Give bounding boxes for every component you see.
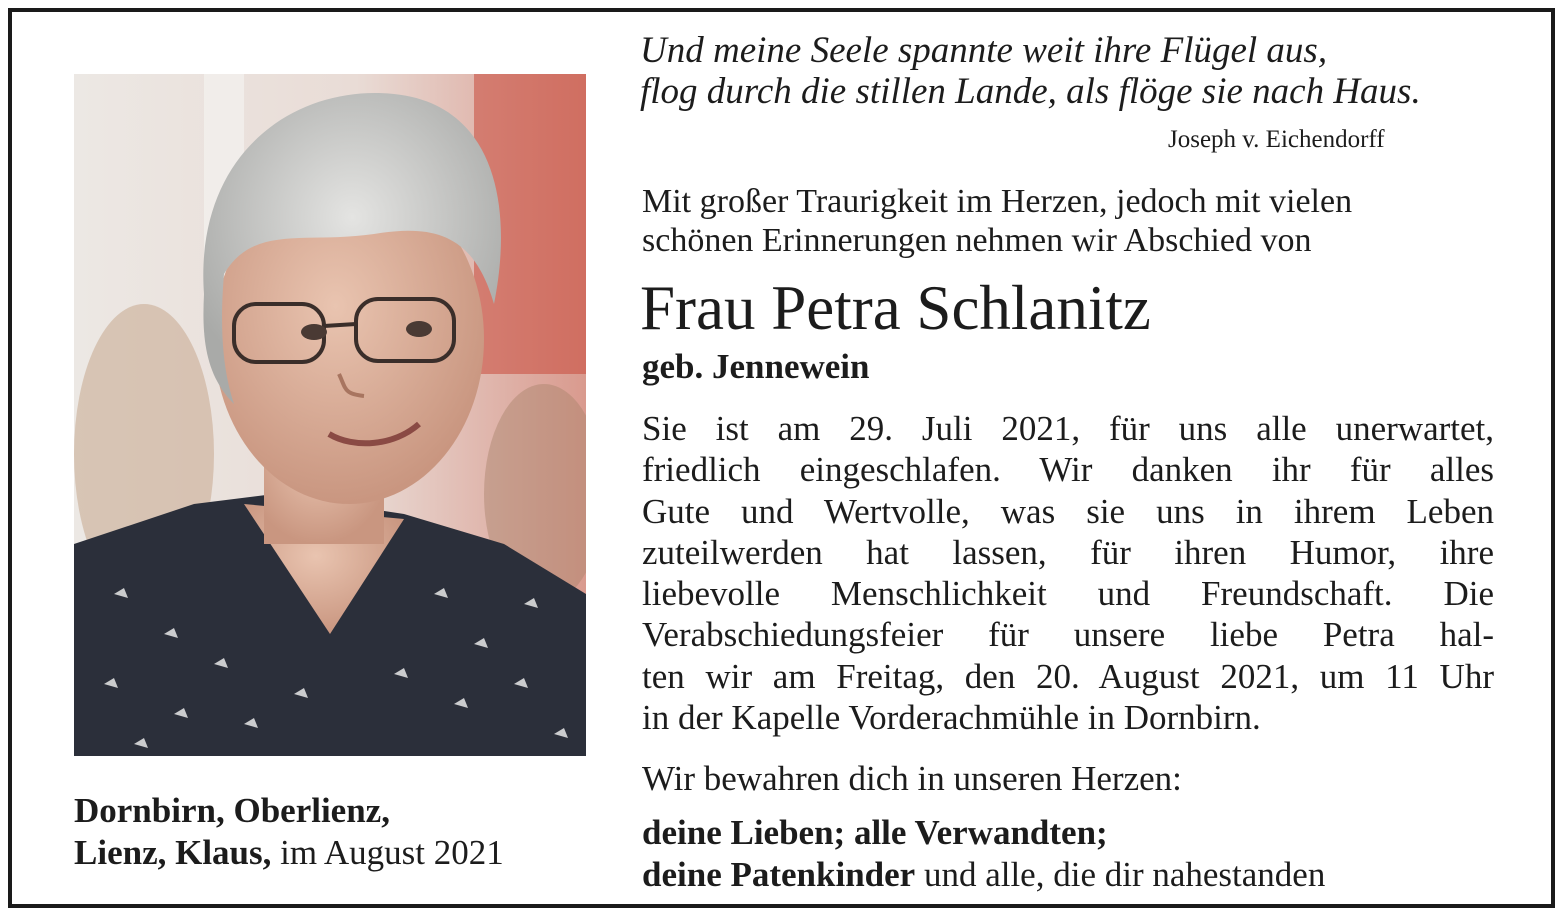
body-line: zuteilwerden hat lassen, für ihren Humor, ihre [642, 532, 1494, 572]
body-line: ten wir am Freitag, den 20. August 2021, um 11 Uhr [642, 656, 1494, 696]
body-line: Gute und Wertvolle, was sie uns in ihrem Leben [642, 491, 1494, 531]
intro-line-2: schönen Erinnerungen nehmen wir Abschied von [642, 222, 1312, 259]
mourners-line-2-bold: deine Patenkinder [642, 855, 916, 894]
mourners-line-2-rest: und alle, die dir nahestanden [915, 855, 1326, 894]
body-line: in der Kapelle Vorderachmühle in Dornbirn. [642, 698, 1261, 738]
portrait-illustration [74, 74, 586, 756]
obituary-body [642, 408, 1494, 738]
intro-line-1: Mit großer Traurigkeit im Herzen, jedoch mit vielen [642, 183, 1353, 220]
poem-author: Joseph v. Eichendorff [1168, 126, 1385, 153]
body-line: Verabschiedungsfeier für unsere liebe Petra hal- [642, 615, 1494, 655]
mourners-line-1: deine Lieben; alle Verwandten; [642, 813, 1108, 852]
portrait-photo [74, 74, 586, 756]
place-line-1: Dornbirn, Oberlienz, [74, 791, 390, 830]
poem-quote [640, 30, 1520, 112]
body-line: Sie ist am 29. Juli 2021, für uns alle unerwartet, [642, 409, 1494, 448]
poem-line-2: flog durch die stillen Lande, als flöge sie nach Haus. [640, 71, 1421, 112]
date-text: im August 2021 [271, 833, 504, 872]
deceased-name: Frau Petra Schlanitz [640, 273, 1151, 343]
place-line-2-bold: Lienz, Klaus, [74, 833, 272, 872]
intro-text [642, 182, 1522, 260]
poem-line-1: Und meine Seele spannte weit ihre Flügel aus, [640, 30, 1328, 71]
body-line: friedlich eingeschlafen. Wir danken ihr für alles [642, 450, 1494, 490]
body-line: liebevolle Menschlichkeit und Freundschaft. Die [642, 574, 1494, 614]
mourners [642, 812, 1325, 896]
place-and-date [74, 790, 504, 874]
birth-name: geb. Jennewein [642, 347, 870, 386]
closing-line: Wir bewahren dich in unseren Herzen: [642, 759, 1182, 798]
